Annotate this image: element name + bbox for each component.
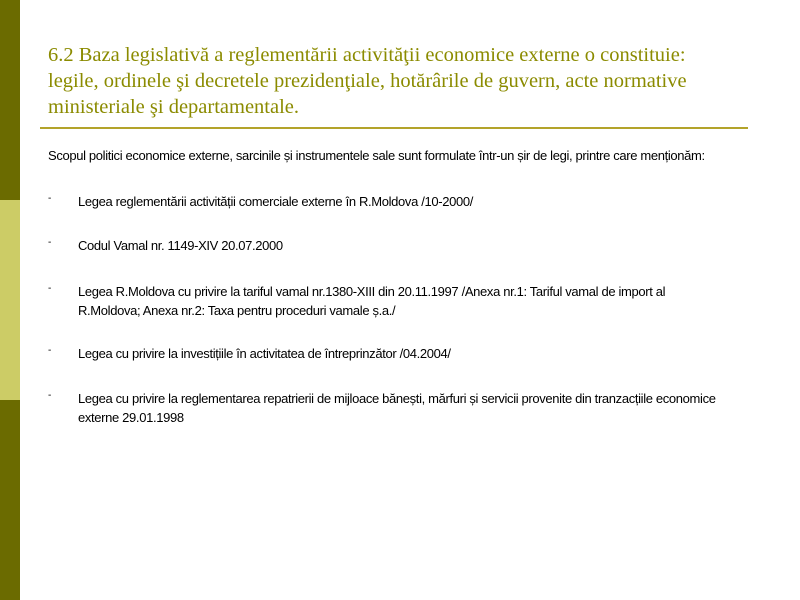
sidebar-stripe-bottom	[0, 400, 20, 600]
sidebar-stripe-top	[0, 0, 20, 200]
bullet-marker: -	[48, 237, 52, 248]
slide-title: 6.2 Baza legislativă a reglementării activităţii economice externe o constituie: legile, ordinele şi decretele prezidenţiale, hotărârile de guvern, acte normative ministeriale şi departamentale.	[48, 44, 687, 118]
law-item-text: Legea R.Moldova cu privire la tariful vamal nr.1380-XIII din 20.11.1997 /Anexa nr.1: Tariful vamal de import al R.Moldova; Anexa nr.2: Taxa pentru proceduri vamale ș.a./	[78, 284, 666, 318]
intro-paragraph: Scopul politici economice externe, sarcinile și instrumentele sale sunt formulate într-un șir de legi, printre care menționăm:	[48, 148, 705, 163]
law-item-text: Legea cu privire la reglementarea repatrierii de mijloace bănești, mărfuri și servicii provenite din tranzacțiile economice externe 29.01.1998	[78, 391, 716, 425]
bullet-marker: -	[48, 345, 52, 356]
sidebar-stripe-middle	[0, 200, 20, 400]
law-item-text: Legea reglementării activității comerciale externe în R.Moldova /10-2000/	[78, 194, 474, 209]
title-divider	[40, 127, 748, 129]
bullet-marker: -	[48, 193, 52, 204]
bullet-marker: -	[48, 390, 52, 401]
law-item-text: Codul Vamal nr. 1149-XIV 20.07.2000	[78, 238, 283, 253]
bullet-marker: -	[48, 283, 52, 294]
law-item-text: Legea cu privire la investițiile în activitatea de întreprinzător /04.2004/	[78, 346, 451, 361]
